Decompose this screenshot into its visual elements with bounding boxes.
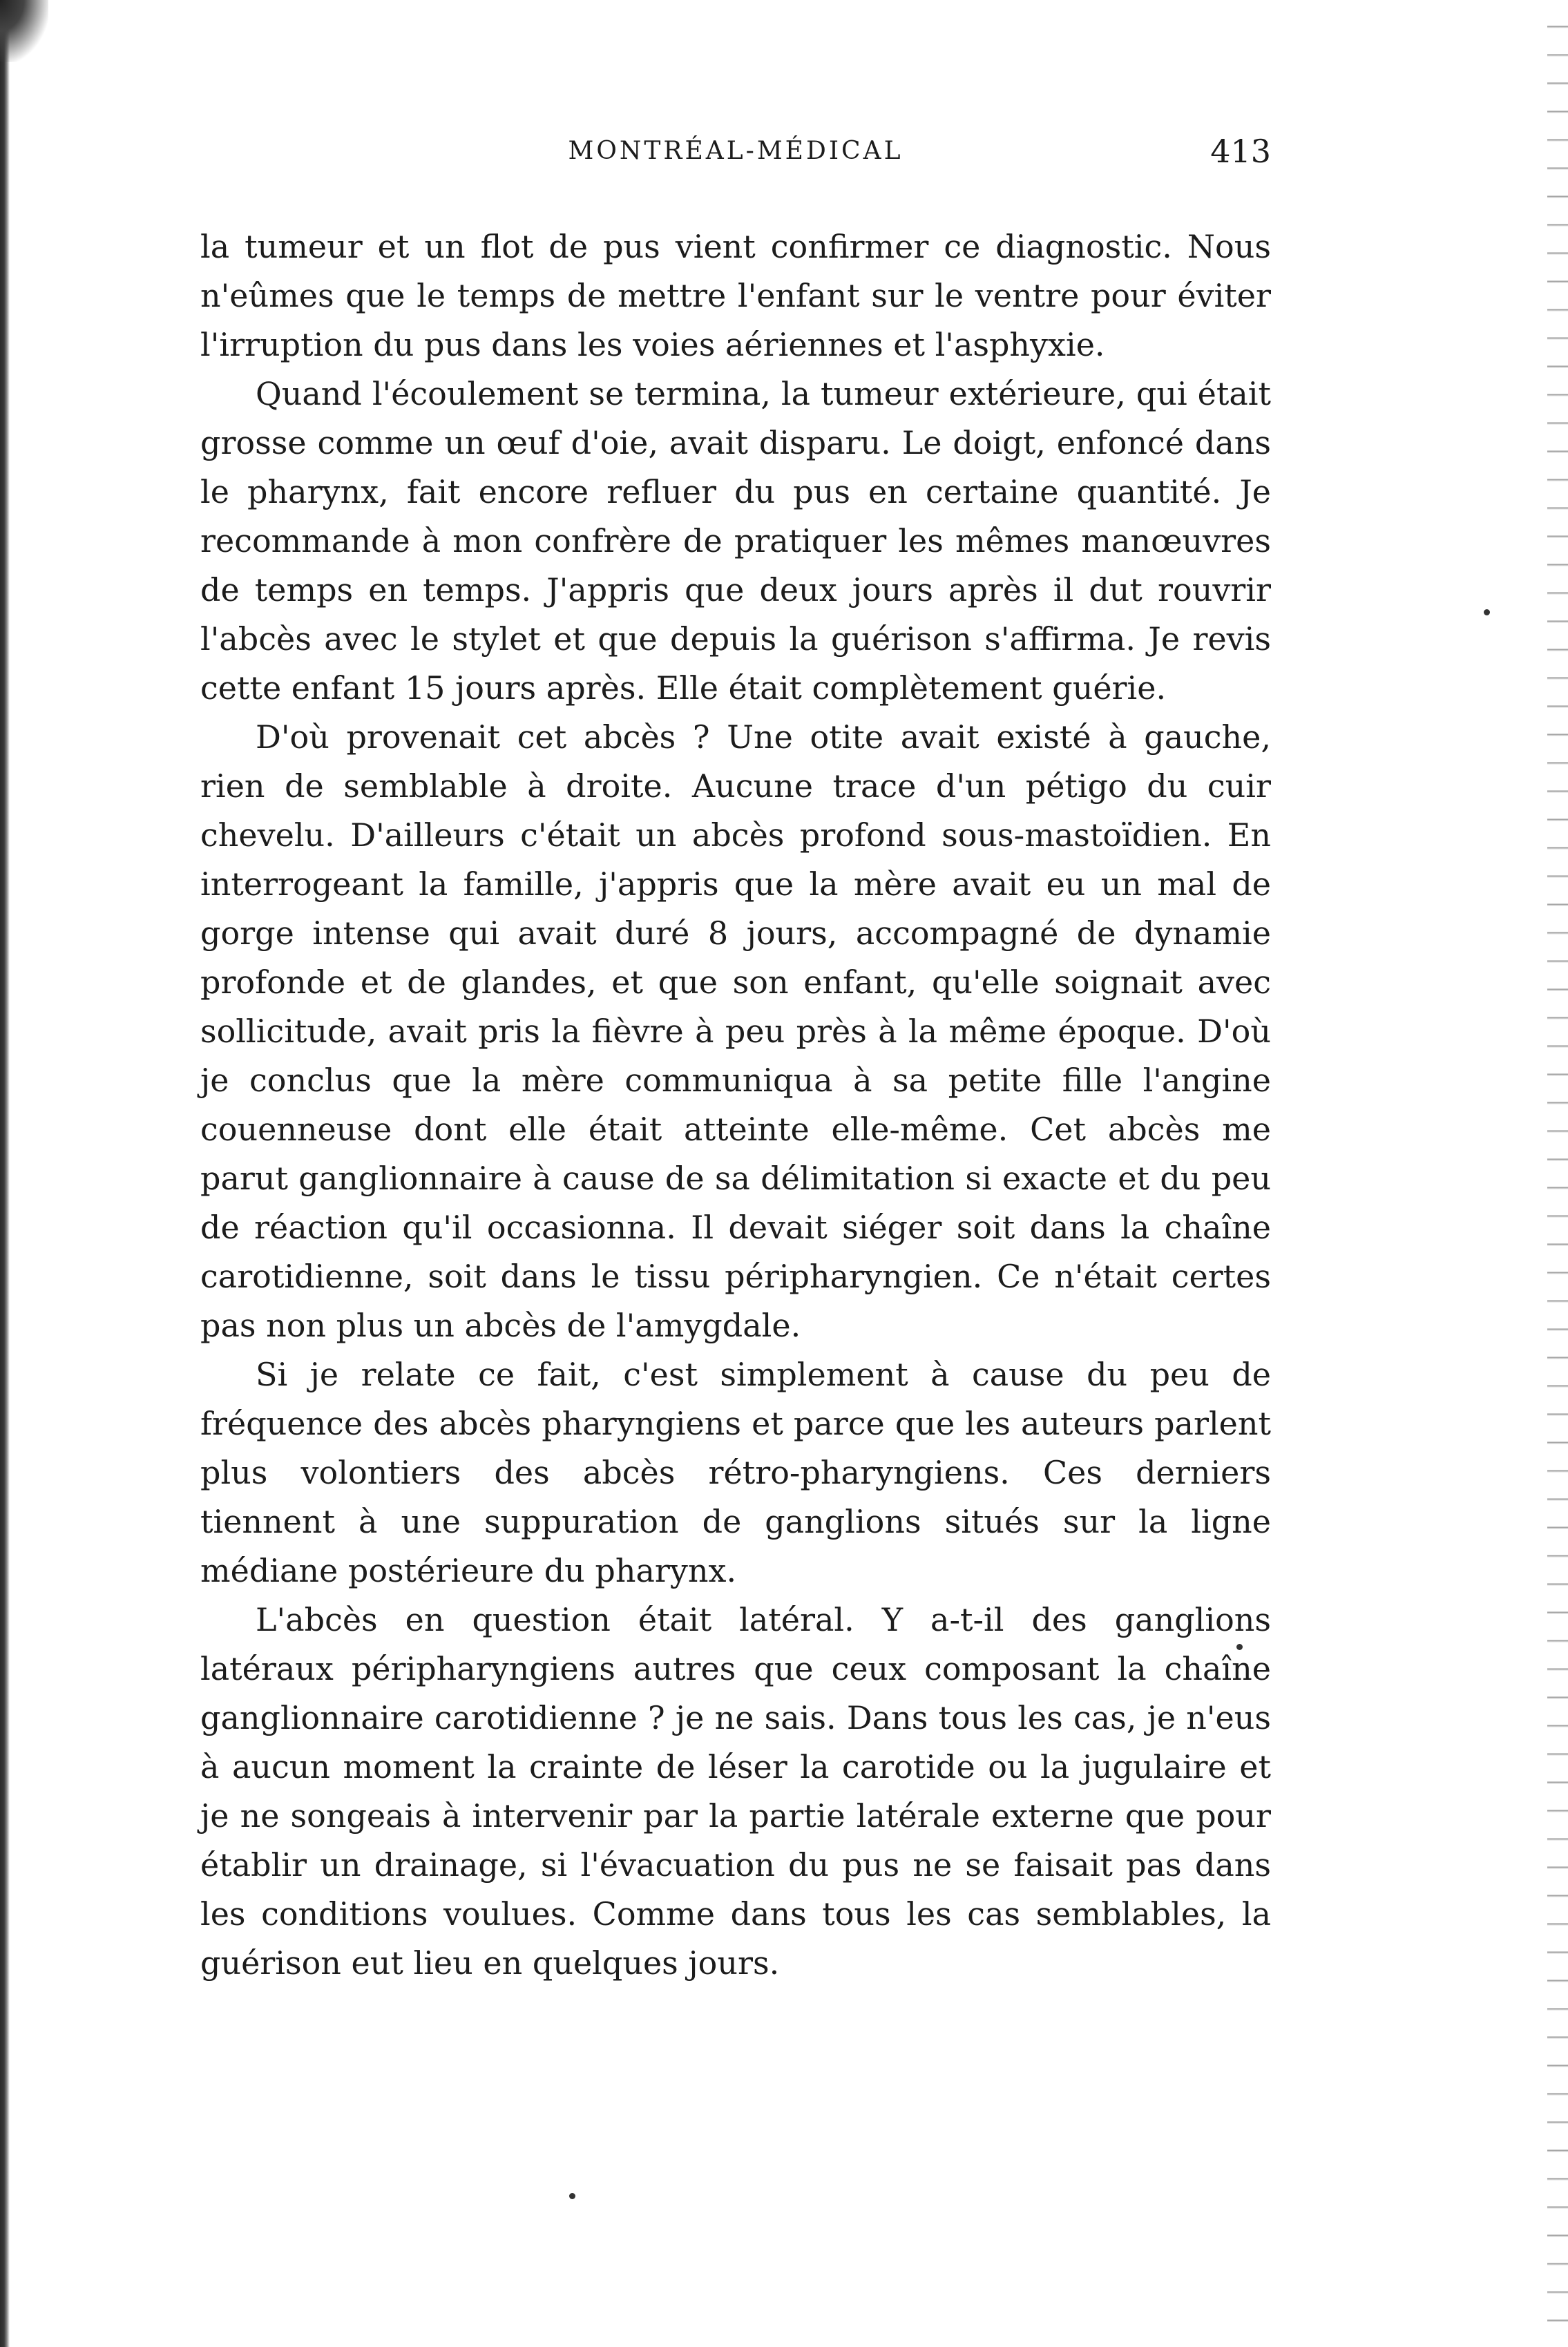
- paragraph: Quand l'écoulement se termina, la tumeur extérieure, qui était grosse comme un œuf d'oie, avait disparu. Le doigt, enfoncé dans le pharynx, fait encore refluer du pus en certaine quantité. Je recommande à mon confrère de pratiquer les mêmes manœuvres de temps en temps. J'appris que deux jours après il dut rouvrir l'abcès avec le stylet et que depuis la guérison s'affirma. Je revis cette enfant 15 jours après. Elle était complètement guérie.: [200, 375, 1271, 707]
- scan-corner-mark: [0, 0, 48, 62]
- paragraph: la tumeur et un flot de pus vient confirmer ce diagnostic. Nous n'eûmes que le temps de mettre l'enfant sur le ventre pour éviter l'irruption du pus dans les voies aériennes et l'asphyxie.: [200, 228, 1271, 363]
- scan-right-edge: [1547, 0, 1568, 2347]
- body-text: [200, 222, 1271, 1988]
- page-header: [200, 133, 1271, 178]
- paragraph: L'abcès en question était latéral. Y a-t-il des ganglions latéraux péripharyngiens autres que ceux composant la chaîne ganglionnaire carotidienne ? je ne sais. Dans tous les cas, je n'eus à aucun moment la crainte de léser la carotide ou la jugulaire et je ne songeais à intervenir par la partie latérale externe que pour établir un drainage, si l'évacuation du pus ne se faisait pas dans les conditions voulues. Comme dans tous les cas semblables, la guérison eut lieu en quelques jours.: [200, 1601, 1271, 1982]
- running-title: MONTRÉAL-MÉDICAL: [568, 137, 903, 165]
- paragraph: Si je relate ce fait, c'est simplement à cause du peu de fréquence des abcès pharyngiens et parce que les auteurs parlent plus volontiers des abcès rétro-pharyngiens. Ces derniers tiennent à une suppuration de ganglions situés sur la ligne médiane postérieure du pharynx.: [200, 1356, 1271, 1589]
- scan-speck: [569, 2193, 575, 2199]
- scan-speck: [1484, 609, 1490, 615]
- paragraph: D'où provenait cet abcès ? Une otite avait existé à gauche, rien de semblable à droite. Aucune trace d'un pétigo du cuir chevelu. D'ailleurs c'était un abcès profond sous-mastoïdien. En interrogeant la famille, j'appris que la mère avait eu un mal de gorge intense qui avait duré 8 jours, accompagné de dynamie profonde et de glandes, et que son enfant, qu'elle soignait avec sollicitude, avait pris la fièvre à peu près à la même époque. D'où je conclus que la mère communiqua à sa petite fille l'angine couenneuse dont elle était atteinte elle-même. Cet abcès me parut ganglionnaire à cause de sa délimitation si exacte et du peu de réaction qu'il occasionna. Il devait siéger soit dans la chaîne carotidienne, soit dans le tissu péripharyngien. Ce n'était certes pas non plus un abcès de l'amygdale.: [200, 718, 1271, 1344]
- scan-left-edge: [0, 0, 10, 2347]
- page-number: 413: [1210, 133, 1271, 170]
